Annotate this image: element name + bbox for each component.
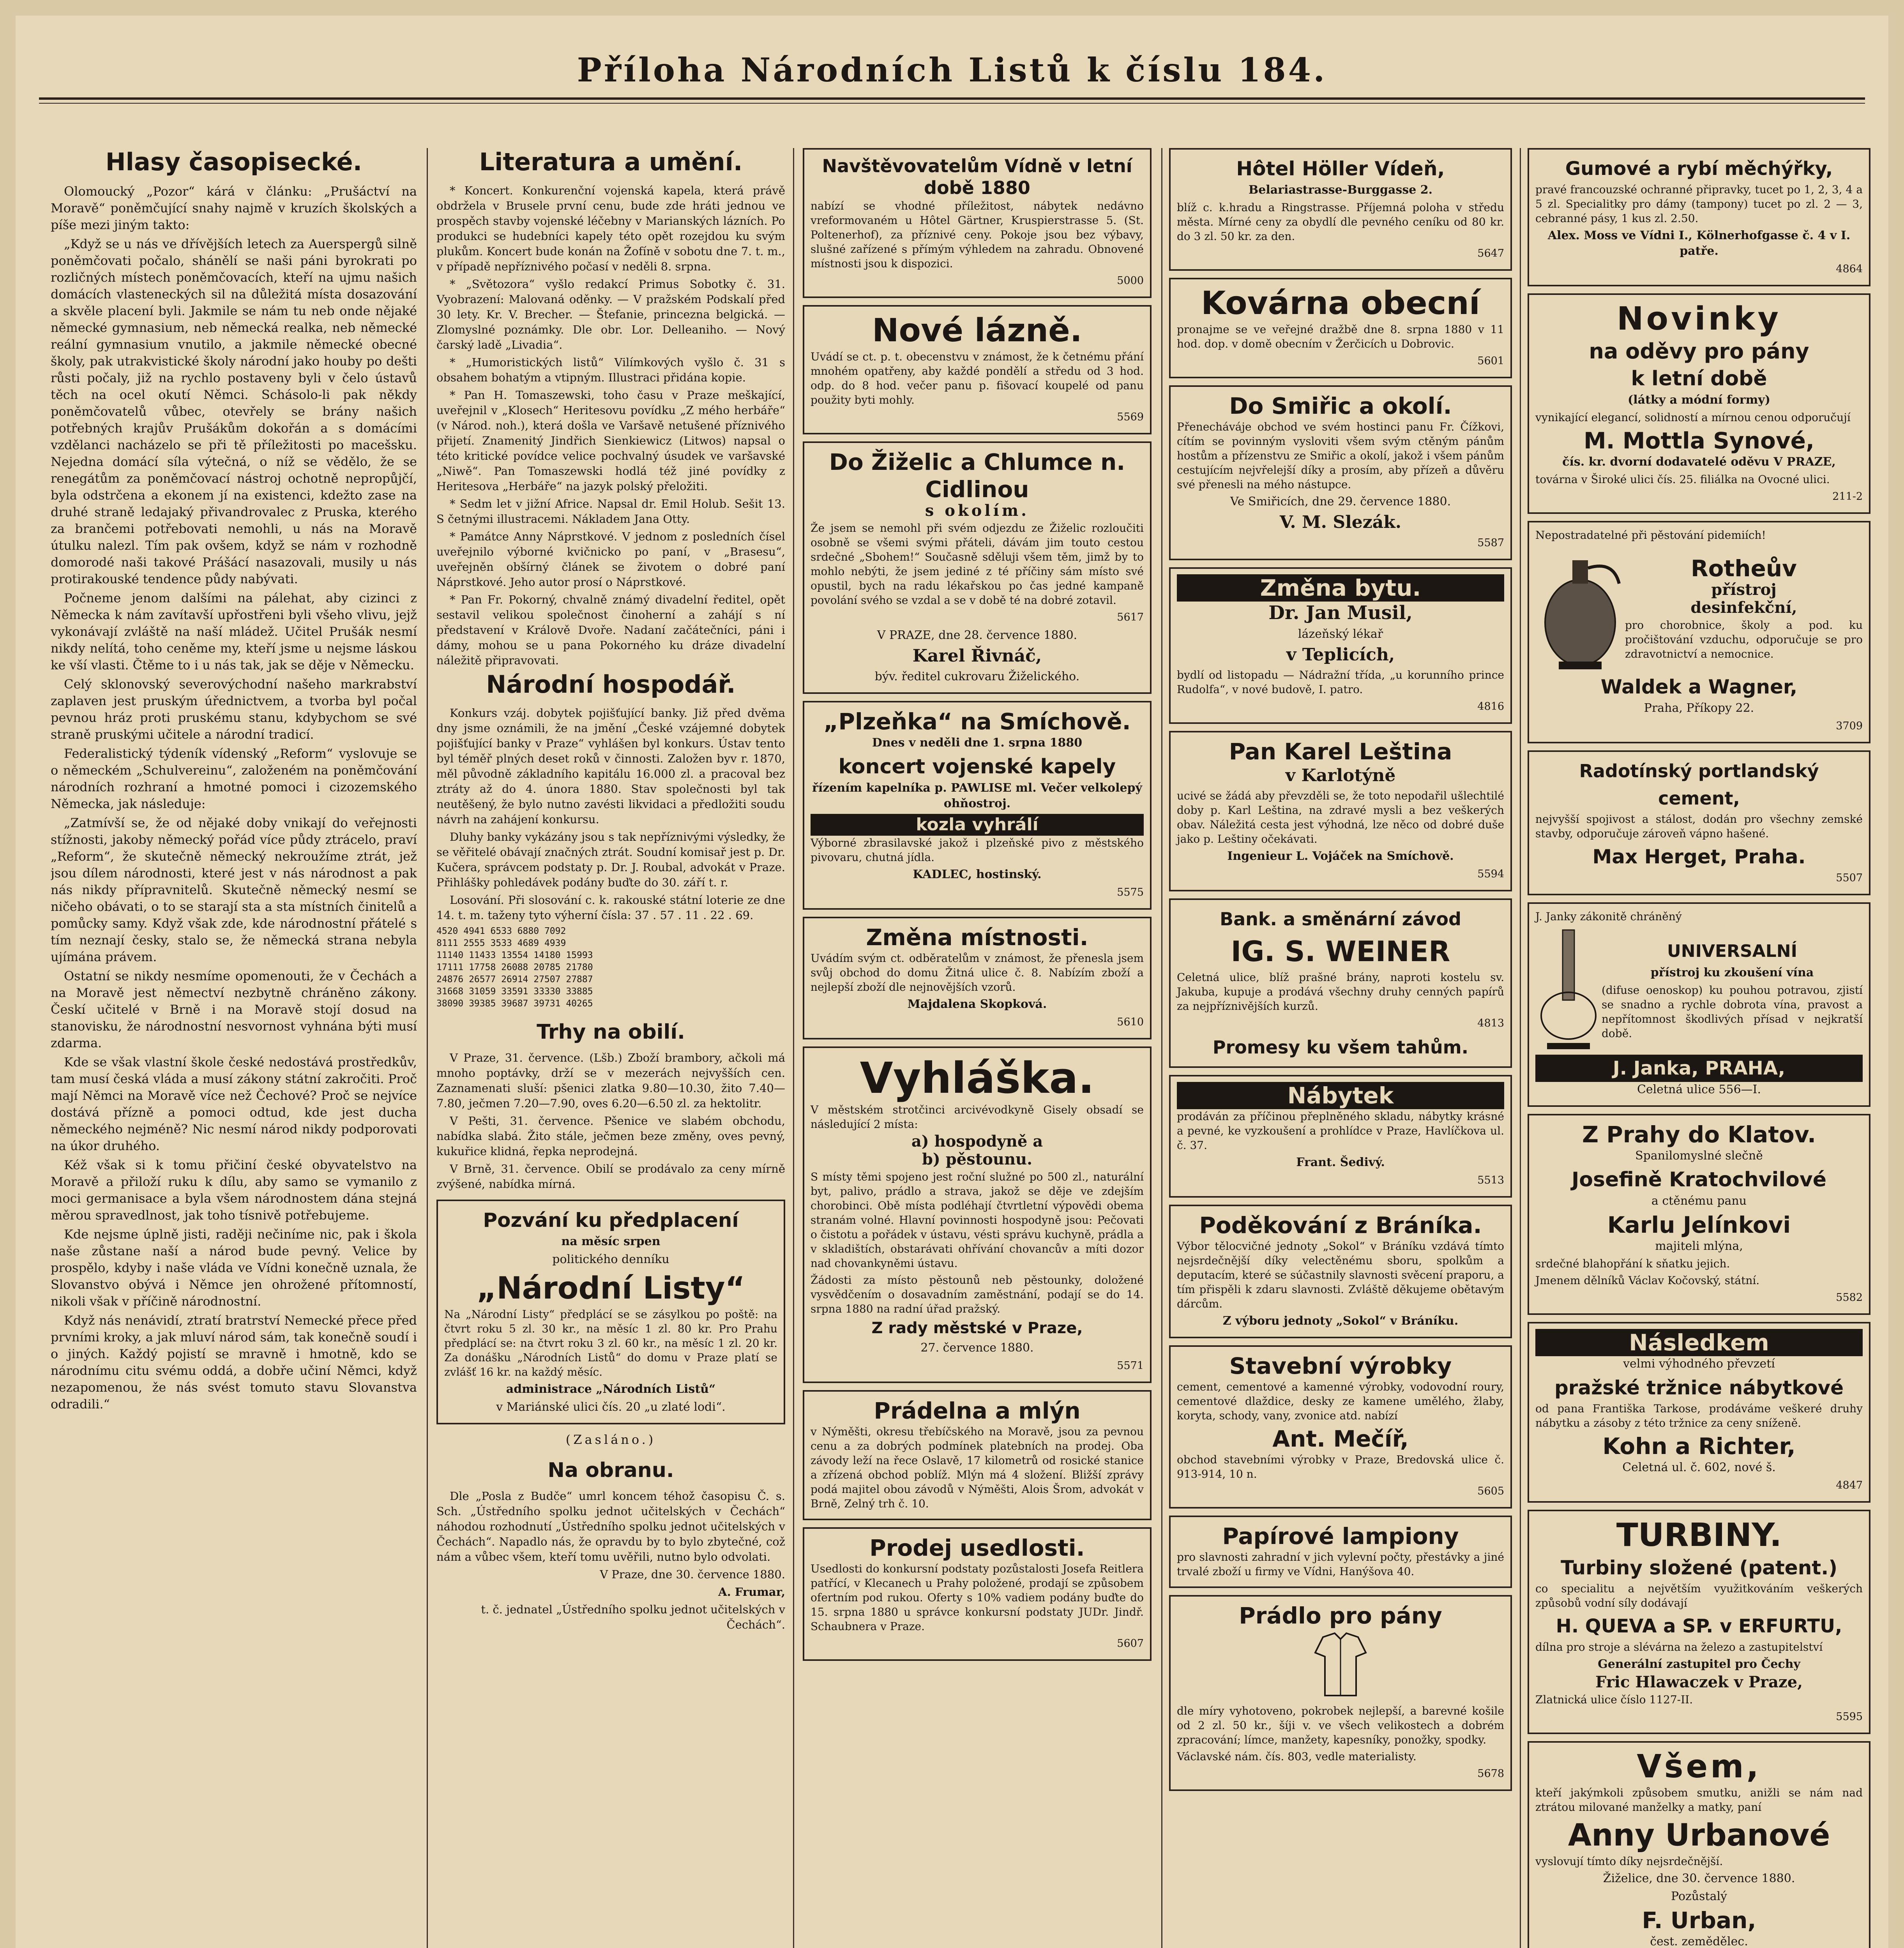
ad-title: Do Smiřic a okolí. [1229, 393, 1452, 419]
article-paragraph: Celý sklonovský severovýchodní našeho markrabství zaplaven jest pruským úřednictvem, a tvorba byl počal pevnou hráz proti pruskému stanu, kdybychom se své straně pruskými učitele a národní tradicí. [51, 677, 417, 742]
section-heading-hlasy: Hlasy časopisecké. [105, 148, 362, 176]
ad-pradlo [1169, 1595, 1512, 1791]
ad-subtitle: Turbiny složené (patent.) [1560, 1556, 1838, 1579]
article-paragraph: „Když se u nás ve dřívějších letech za Auerspergů silně poněmčovati počalo, shánělí se naši páni byrokrati po rozličných místech poněmčovacích, kteří na ujmu našich domácích vlasteneckých sil na důležitá místa dosazování a skvěle placení byli. Jakmile se nám tu neb onde nějaké německé gymnasium, neb německá realka, neb německé reální gymnasium vnutilo, a jakmile německé obecné školy, pak utrakvistické školy národní jako houby po dešti růsti počaly, již na rychlo postaveny byli v čelo ústavů těch na ocel okutí Němci. Schásolo-li pak někdy poněmčovatelů vůbec, otevřely se brány našich potřebných krajův Prušákům dokořán a s domácími vzdělanci nacházelo se při tě příležitosti po macešsku. Nejedna domácí síla výtečná, o níž se vědělo, že se renegátům za poněmčovací nástroj ochotně nepropůjčí, byla odstrčena a ekonem jí na existenci, kdežto zase na druhé straně ledajaký přivandrovalec z Pruska, kterého za brančemi potřebovati nemohli, u nás na Moravě útulku nalezl. Tím pak ovšem, když se nám v rozhodně domorodé naši takové Prášácí nasazovali, musily u nás protirakouské tendence půdy nabývati. [51, 236, 417, 586]
ad-number: 3709 [1836, 720, 1863, 732]
table-row: 31668 31059 33591 33330 33885 [436, 986, 593, 997]
subscription-line: na měsíc srpen [561, 1235, 661, 1248]
article-paragraph: Počneme jenom dalšími na pálehat, aby cizinci z Německa k nám zavítavší upřostřeni byli všeho vlivu, jejž vykonávají zvláště na naší mládež. Učitel Prušák nesmí nikdy nelítá, toho ceněme my, kteří jsme u nejsme láskou ke vší vlasti. Čtěme to i u nás tak, jak se děje v Německu. [51, 591, 417, 672]
ad-note: Výborné zbrasilavské jakož i plzeňské pivo z městského pivovaru, chutná jídla. [811, 836, 1144, 864]
news-item: * Pan Fr. Pokorný, chvalně známý divadelní ředitel, opět sestavil velikou společnost činoherní a zahájí s ní představení v Králově Dvoře. Nadaní začátečníci, páni i dámy, mohou se u pana Pokorného ku dráze divadelní náležitě připravovati. [436, 593, 785, 667]
ad-number: 5610 [1117, 1016, 1144, 1028]
ad-date: V PRAZE, dne 28. července 1880. [877, 628, 1077, 642]
ad-note: (látky a módní formy) [1628, 393, 1770, 407]
ad-title: Navštěvovatelům Vídně v letní době 1880 [822, 155, 1132, 198]
ad-signature: Karel Řivnáč, [912, 646, 1042, 666]
ad-number: 4864 [1836, 263, 1863, 275]
ad-signature: Jmenem dělníků Václav Kočovský, státní. [1535, 1274, 1760, 1287]
ad-signature: Alex. Moss ve Vídni I., Kölnerhofgasse č. 4 v I. patře. [1547, 229, 1851, 258]
disinfection-apparatus-icon [1535, 545, 1625, 673]
ad-firm: M. Mottla Synové, [1583, 427, 1815, 454]
ad-title: Kovárna obecní [1201, 285, 1480, 322]
ad-number: 5601 [1477, 355, 1504, 367]
ad-note: Generální zastupitel pro Čechy [1598, 1657, 1800, 1671]
ad-number: 4813 [1477, 1017, 1504, 1029]
ad-plzenka [803, 701, 1152, 910]
ad-branik [1169, 1205, 1512, 1338]
news-item: V Pešti, 31. července. Pšenice ve slabém obchodu, nabídka slabá. Žito stále, ječmen beze změny, oves pevný, kukuřice klidná, řepka neprodejná. [436, 1114, 785, 1158]
subscription-title: Pozvání ku předplacení [483, 1209, 739, 1232]
ad-number: 5582 [1836, 1292, 1863, 1304]
ad-when: Dnes v neděli dne 1. srpna 1880 [872, 736, 1083, 750]
ad-nasledkem [1528, 1322, 1870, 1503]
ad-date: 27. července 1880. [920, 1341, 1034, 1355]
ad-title: Papírové lampiony [1222, 1523, 1459, 1549]
ad-subtitle: na oděvy pro pány [1589, 339, 1809, 363]
ad-lestina [1169, 731, 1512, 891]
ad-text: ucivé se žádá aby převzděli se, že toto nepodařil ušlechtilé doby p. Karl Leština, na zdravé mysli a bez veškerých obav. Náležitá cesta jest výhodná, lze něco od dobré duše jako p. Leštiny očekávati. [1177, 789, 1504, 845]
ad-number: 5594 [1477, 868, 1504, 880]
ad-text: pro chorobnice, školy a pod. ku pročištování vzduchu, odporučuje se pro zdravotnictví a nemocnice. [1625, 618, 1863, 660]
ad-number: 5617 [1117, 611, 1144, 623]
na-obranu-heading: Na obranu. [548, 1459, 674, 1482]
column-divider [1520, 148, 1521, 1948]
ad-papirove-lampiony [1169, 1516, 1512, 1588]
ad-address: Václavské nám. čís. 803, vedle materialisty. [1177, 1750, 1417, 1763]
subscription-paper-name: „Národní Listy“ [477, 1271, 745, 1306]
ad-text: (difuse oenoskop) ku pouhou potravou, zjistí se snadno a rychle dobrota vína, pravost a nepřítomnost škodlivých přísad v nejkratší době. [1602, 984, 1863, 1040]
signature-name: A. Frumar, [718, 1585, 785, 1599]
ad-text: prodáván za příčinou přeplněného skladu, nábytky krásné a pevné, ke vyzkoušení a prohlídce v Praze, Havlíčkova ul. č. 37. [1177, 1110, 1504, 1152]
ad-stavebni-vyrobky [1169, 1345, 1512, 1509]
ad-title: Změna bytu. [1177, 574, 1504, 602]
ad-signature: Ingenieur L. Vojáček na Smíchově. [1227, 849, 1454, 863]
ad-title: Novinky [1617, 300, 1781, 337]
ad-text: blíž c. k.hradu a Ringstrasse. Příjemná poloha v středu města. Mírné ceny za obydlí dle pevného ceníku od 80 kr. do 3 zl. 50 kr. za den. [1177, 201, 1504, 243]
ad-subtitle: přístroj ku zkoušení vína [1650, 966, 1814, 979]
ad-number: 4816 [1477, 701, 1504, 713]
ad-title: UNIVERSALNÍ [1667, 941, 1797, 961]
ad-text: Výbor tělocvičné jednoty „Sokol“ v Bráníku vzdává tímto nejsrdečnější díky velectěnému sboru, spolkům a deputacím, které se súčastnily slavnosti svěcení praporu, a tím přispěli k zdaru slavnosti. Zvláště děkujeme obětavým dárcům. [1177, 1240, 1504, 1310]
ad-text: Že jsem se nemohl při svém odjezdu ze Žiželic rozloučiti osobně se všemi svými přáteli, dávám jim touto cestou srdečné „Sbohem!“ Současně sděluji všem těm, jimž by to mohlo nebýti, že jsem jediné z té příčiny sám místo své opustil, bych na radu lékařskou po čas jedné kampaně povolání svého se vzdal a se v době té na dobré zotavil. [811, 522, 1144, 607]
ad-number: 5607 [1117, 1637, 1144, 1650]
ad-text: v Nýměšti, okresu třebíčského na Moravě, jsou za pevnou cenu a za dobrých podmínek platebních na prodej. Oba závody leží na řece Oslavě, 17 kilometrů od rosické stanice a zřízená obchod poblíž. Mlýn má 4 složení. Bližší zprávy podá majitel obou závodů v Nýměšti, Alois Šrom, advokát v Brně, Zelný trh č. 10. [811, 1425, 1144, 1510]
article-paragraph: Olomoucký „Pozor“ kárá v článku: „Prušáctví na Moravě“ poněmčující snahy najmě v kruzích školských a píše mezi jiným takto: [51, 184, 417, 232]
ad-nove-lazne [803, 305, 1152, 434]
news-item: V Brně, 31. července. Obilí se prodávalo za ceny mírně zvýšené, nabídka mírná. [436, 1162, 785, 1191]
ad-navstevovatelum [803, 148, 1152, 298]
subscription-admin: administrace „Národních Listů“ [506, 1382, 716, 1396]
ad-footer: Z výboru jednoty „Sokol“ v Bráníku. [1222, 1314, 1459, 1328]
ad-title: Prodej usedlosti. [869, 1535, 1085, 1561]
ad-title: Vyhláška. [860, 1053, 1095, 1103]
signature-date: V Praze, dne 30. července 1880. [600, 1568, 785, 1581]
ad-number: 5605 [1477, 1485, 1504, 1497]
ad-klatovy [1528, 1114, 1870, 1315]
ad-title: Následkem [1535, 1329, 1863, 1356]
ad-banner: kozla vyhrálí [811, 814, 1144, 836]
ad-role: čest. zemědělec. [1650, 1935, 1748, 1948]
section-heading-literatura: Literatura a umění. [479, 148, 743, 176]
subscription-line: politického denníku [552, 1253, 669, 1266]
ad-text: bydlí od listopadu — Nádražní třída, „u korunního prince Rudolfa“, v nové budově, I. patro. [1177, 669, 1504, 696]
ad-title: Všem, [1637, 1748, 1761, 1785]
ad-firm: Ant. Mečíř, [1272, 1426, 1409, 1452]
page-masthead: Příloha Národních Listů k číslu 184. [577, 51, 1327, 89]
ad-role: lázeňský lékař [1298, 627, 1383, 641]
article-paragraph: Kde se však vlastní škole české nedostává prostředkův, tam musí česká vláda a musí zákony státní zakročiti. Proč mají Němci na Moravě více než Čechové? Proč se nejvíce dostává přízně a pomoci odtud, kde jest ducha německého nejméně? Nic nesmí národ nikdy podporovati na úkor druhého. [51, 1055, 417, 1153]
news-item: Losování. Při slosování c. k. rakouské státní loterie ze dne 14. t. m. taženy tyto výherní čísla: 37 . 57 . 11 . 22 . 69. [436, 893, 785, 922]
ad-address: Praha, Příkopy 22. [1644, 701, 1754, 715]
ad-text: od pana Františka Tarkose, prodáváme veškeré druhy nábytku a zásoby z této tržnice za ceny sníženě. [1535, 1402, 1863, 1429]
ad-note: Nepostradatelné při pěstování pidemiích! [1535, 529, 1766, 542]
ad-rothe [1528, 521, 1870, 743]
ad-number: 5647 [1477, 247, 1504, 259]
ad-zizelic [803, 441, 1152, 694]
ad-headline: koncert vojenské kapely [838, 755, 1116, 778]
masthead-rule [39, 97, 1865, 100]
column-2 [436, 148, 785, 1948]
ad-signature: Frant. Šedivý. [1296, 1156, 1385, 1169]
ad-date: Ve Smiřicích, dne 29. července 1880. [1230, 495, 1451, 508]
subscription-address: v Mariánské ulici čís. 20 „u zlaté lodi“. [496, 1400, 726, 1414]
ad-title: Do Žiželic a Chlumce n. Cidlinou [829, 449, 1125, 503]
ad-title: Pan Karel Leština [1229, 738, 1452, 765]
section-heading-trhy: Trhy na obilí. [537, 1020, 685, 1044]
ad-nabytek [1169, 1075, 1512, 1198]
ad-vsem [1528, 1741, 1870, 1948]
column-divider [427, 148, 428, 1948]
ad-role: býv. ředitel cukrovaru Žiželického. [874, 670, 1080, 683]
ad-title: TURBINY. [1616, 1517, 1782, 1554]
news-item: * „Světozora“ vyšlo redakcí Primus Sobotky č. 31. Vyobrazení: Malovaná oděnky. — V pražském Podskalí před 30 lety. Kr. V. Brecher. — Štefanie, princezna belgická. — Zlomyslné poznámky. Dle obr. Lor. Delleaniho. — Nový čarský ladě „Livadia“. [436, 277, 785, 351]
newspaper-page [16, 16, 1888, 1948]
section-heading-hospodar: Národní hospodář. [486, 670, 736, 699]
ad-text: S místy těmi spojeno jest roční služné po 500 zl., naturální byt, palivo, prádlo a strava, jakož se děje ve zdejším chorobinci. Obě místa podléhají čtvrtletní výpovědi obema stranám volné. Hlavní povinnosti hospodyně jsou: Pečovati o čistotu a pořádek v ústavu, vésti správu kuchyně, prádla a v skladištích, obstarávati ohřívání chovancův a míti dozor nad chovankyněmi ústavu. [811, 1170, 1144, 1270]
article-paragraph: Kde nejsme úplně jisti, raději nečiníme nic, pak i škola naše zůstane naší a národ bude pevný. Velice by prospělo, kdyby i naše vláda ve Vídni konečně uznala, že Slovanstvo obývá i Němce jen ohrožené přítomností, nikoli však v příčině národnostní. [51, 1227, 417, 1309]
ad-number: 211-2 [1832, 491, 1863, 503]
ad-text: řízením kapelníka p. PAWLISE ml. Večer velkolepý ohňostroj. [812, 781, 1142, 810]
zaslano-label: (Zasláno.) [565, 1432, 656, 1447]
ad-note: J. Janky zákonitě chráněný [1535, 910, 1682, 923]
column-3 [803, 148, 1152, 1948]
ad-footer: Promesy ku všem tahům. [1212, 1037, 1469, 1058]
news-item: * Koncert. Konkurenční vojenská kapela, která právě obdržela v Brusele první cenu, bude zde hráti jednou ve prospěch stavby vojenské léčebny v Marianských lázních. Po produkci se hudebníci kapely této opět rozejdou ku svým plukům. Koncert bude konán na Žofíně v sobotu dne 7. t. m., v případě nepříznivého počasí v neděli 8. srpna. [436, 184, 785, 273]
ad-number: 5595 [1836, 1711, 1863, 1723]
ad-address: obchod stavebními výrobky v Praze, Bredovská ulice č. 913-914, 10 n. [1177, 1453, 1504, 1480]
ad-gumove [1528, 148, 1870, 286]
ad-subtitle: Spanilomyslné slečně [1635, 1149, 1763, 1163]
ad-title: Poděkování z Bráníka. [1199, 1212, 1482, 1239]
ad-title: Rotheův [1691, 555, 1797, 582]
table-row: 4520 4941 6533 6880 7092 [436, 926, 566, 936]
news-item: * Sedm let v jižní Africe. Napsal dr. Emil Holub. Sešit 13. S četnými illustracemi. Nákladem Jana Otty. [436, 497, 785, 526]
ad-number: 5575 [1117, 886, 1144, 898]
ad-title: Prádlo pro pány [1239, 1602, 1442, 1629]
ad-title: Změna místnosti. [866, 924, 1088, 951]
ad-title: Radotínský portlandský cement, [1579, 760, 1819, 809]
ad-number: 5507 [1836, 872, 1863, 884]
ad-text: Celetná ulice, blíž prašné brány, naproti kostelu sv. Jakuba, kupuje a prodává všechny druhy cenných papírů za nejpříznivějších kurzů. [1177, 971, 1504, 1013]
ad-title: Gumové a rybí měchýřky, [1565, 158, 1833, 180]
column-5 [1528, 148, 1870, 1948]
ad-firm: H. QUEVA a SP. v ERFURTU, [1556, 1615, 1842, 1637]
ad-number: 5678 [1477, 1768, 1504, 1780]
column-1 [51, 148, 417, 1948]
ad-title: Prádelna a mlýn [874, 1397, 1081, 1424]
ad-role: čís. kr. dvorní dodavatelé oděvu V PRAZE, [1562, 455, 1836, 469]
ad-radotinsky-cement [1528, 750, 1870, 895]
ad-text: cement, cementové a kamenné výrobky, vodovodní roury, cementové dlaždice, desky ze kamene umělého, žlaby, koryta, schody, vany, zvonice atd. nabízí [1177, 1380, 1504, 1422]
ad-novinky [1528, 293, 1870, 514]
news-item: * Pan H. Tomaszewski, toho času v Praze meškající, uveřejnil v „Klosech“ Heritesovu povídku „Z mého herbáře“ (v Národ. noh.), která došla ve Varšavě netušené příznivého přijetí. Znamenitý Jindřich Sienkiewicz (Litwos) napsal o této kritické povídce velice pochvalný úsudek ve varšavské „Niwě“. Pan Tomaszewski hodlá též jiné povídky z Heritesova „Herbáře“ na jazyk polský přeložiti. [436, 388, 785, 493]
masthead-rule-thin [39, 103, 1865, 104]
ad-name: Anny Urbanové [1568, 1818, 1830, 1853]
ad-place: v Teplicích, [1286, 645, 1395, 665]
ad-janka [1528, 902, 1870, 1107]
ad-headline: pražské tržnice nábytkové [1554, 1376, 1844, 1399]
ad-list-item: b) pěstounu. [922, 1150, 1033, 1168]
ad-firm: J. Janka, PRAHA, [1535, 1055, 1863, 1082]
ad-number: 5571 [1117, 1360, 1144, 1372]
ad-place: v Karlotýně [1285, 766, 1396, 785]
news-item: Dluhy banky vykázány jsou s tak nepříznivými výsledky, že se věřitelé obávají značných ztrát. Soudní komisař jest p. Dr. Kučera, správcem podstaty p. Dr. J. Roubal, advokát v Praze. Přihlášky pohledávek podány buďte do 30. září t. r. [436, 830, 785, 889]
news-item: * „Humoristických listů“ Vilímkových vyšlo č. 31 s obsahem bohatým a vtipným. Illustraci přidána kopie. [436, 356, 785, 384]
ad-text: co specialitu a největším využitkováním veškerých způsobů vodní síly dodávají [1535, 1582, 1863, 1609]
subscription-notice [436, 1200, 785, 1424]
table-row: 8111 2555 3533 4689 4939 [436, 938, 566, 948]
ad-title: „Plzeňka“ na Smíchově. [823, 708, 1131, 735]
ad-title: Z Prahy do Klatov. [1582, 1121, 1816, 1148]
ad-number: 5569 [1117, 411, 1144, 423]
ad-text: a ctěnému panu [1651, 1194, 1747, 1208]
ad-text: vynikající elegancí, solidností a mírnou cenou odporučují [1535, 411, 1851, 424]
ad-vyhlaska [803, 1046, 1152, 1383]
shirt-icon [1311, 1629, 1370, 1699]
ad-title: Nábytek [1177, 1082, 1504, 1109]
ad-text: velmi výhodného převzetí [1623, 1357, 1775, 1371]
table-row: 11140 11433 13554 14180 15993 [436, 950, 593, 960]
column-4 [1169, 148, 1512, 1948]
ad-subtitle: desinfekční, [1690, 598, 1797, 617]
ad-text: Uvádí se ct. p. t. obecenstvu v známost, že k četnému přání mnohém opatřeny, aby každé pondělí a středu od 3 hod. odp. do 8 hod. večer panu p. fišovací koupelé od panu použity byti mohly. [811, 350, 1144, 406]
news-item: V Praze, 31. července. (Lšb.) Zboží brambory, ačkoli má mnoho poptávky, drží se v mezerách nejvyšších cen. Zaznamenati sluší: pšenici zlatka 9.80—10.30, žito 7.40—7.80, ječmen 7.20—7.90, oves 6.20—6.50 zl. za hektolitr. [436, 1051, 785, 1110]
ad-title: Nové lázně. [872, 312, 1082, 349]
ad-text: dle míry vyhotoveno, pokrobek nejlepší, a barevné košile od 2 zl. 50 kr., šíji v. ve všech velikostech a dobrém zpracování; límce, manžety, kapesníky, ponožky, spodky. [1177, 1704, 1504, 1746]
ad-date: Žiželice, dne 30. července 1880. [1603, 1872, 1795, 1885]
ad-text: dílna pro stroje a slévárna na železo a zastupitelství [1535, 1641, 1823, 1653]
ad-text: Přenecháváje obchod ve svém hostinci panu Fr. Čížkovi, cítím se povinným vysloviti všem svým ctěným pánům hostům a přízenstvu ze Smiřic a okolí, jakož i všem pánům cestujícím nejvřelejší díky a prosím, aby přízeň a důvěru své přenesli na mého nástupce. [1177, 420, 1504, 491]
ad-text: nejvyšší spojivost a stálost, dodán pro všechny zemské stavby, odporučuje zároveň vápno hašené. [1535, 813, 1863, 840]
ad-text: nabízí se vhodné příležitost, nábytek nedávno vreformovaném u Hôtel Gärtner, Kruspierstrasse 5. (St. Poltenerhof), za příznivé ceny. Pokoje jsou bez výbavy, slušné zařízené s přímým výhledem na zahradu. Obnovené místnosti jsou k dispozici. [811, 199, 1144, 270]
ad-text: pronajme se ve veřejné dražbě dne 8. srpna 1880 v 11 hod. dop. v domě obecním v Žerčicích u Dobrovic. [1177, 323, 1504, 350]
wine-tester-icon [1535, 926, 1602, 1055]
ad-agent: Fric Hlawaczek v Praze, [1595, 1673, 1803, 1691]
lottery-numbers-table [436, 925, 785, 1010]
ad-text: kteří jakýmkoli způsobem smutku, anižli se nám nad ztrátou milované manželky a matky, paní [1535, 1786, 1863, 1814]
signature-role: t. č. jednatel „Ústředního spolku jednot učitelských v Čechách“. [481, 1603, 785, 1631]
article-paragraph: Kéž však si k tomu přičiní české obyvatelstvo na Moravě a přiloží ruku k dílu, aby samo se vymanilo z moci germanisace a byla všem národnostem dána stejná měrou spravedlnost, jak toho tísnivě potřebujeme. [51, 1158, 417, 1223]
table-row: 38090 39385 39687 39731 40265 [436, 999, 593, 1009]
ad-text: pravé francouzské ochranné připravky, tucet po 1, 2, 3, 4 a 5 zl. Specialitky pro dámy (tampony) tucet po zl. 2 — 3, cebranné pásy, 1 kus zl. 2.50. [1535, 183, 1863, 225]
ad-season: k letní době [1631, 367, 1767, 390]
ad-name: Karlu Jelínkovi [1607, 1212, 1791, 1238]
ad-text: Pozůstalý [1671, 1890, 1727, 1903]
ad-text: V městském strotčinci arcivévodkyně Gisely obsadí se následující 2 místa: [811, 1103, 1144, 1131]
table-row: 17111 17758 26088 20785 21780 [436, 962, 593, 972]
ad-signature: V. M. Slezák. [1279, 512, 1402, 532]
ad-banka-weiner [1169, 898, 1512, 1068]
ad-subtitle: s okolím. [925, 501, 1030, 520]
ad-hotel-holler [1169, 148, 1512, 271]
ad-title: Hôtel Höller Vídeň, [1236, 157, 1445, 180]
ad-smiric [1169, 385, 1512, 560]
ad-kovarna [1169, 278, 1512, 378]
ad-address: Zlatnická ulice číslo 1127-II. [1535, 1693, 1693, 1706]
ad-turbiny [1528, 1510, 1870, 1734]
ad-list-item: a) hospodyně a [911, 1132, 1043, 1150]
column-divider [1161, 148, 1162, 1948]
ad-firm: Max Herget, Praha. [1592, 845, 1806, 868]
ad-number: 5513 [1477, 1174, 1504, 1186]
ad-text: vyslovují tímto díky nejsrdečnější. [1535, 1855, 1723, 1868]
ad-address: Celetná ulice 556—I. [1637, 1083, 1761, 1096]
ad-address: továrna v Široké ulici čís. 25. filiálka na Ovocné ulici. [1535, 473, 1830, 486]
ad-address: Celetná ul. č. 602, nové š. [1622, 1461, 1776, 1474]
ad-number: 5587 [1477, 537, 1504, 549]
ad-title: Stavební výrobky [1229, 1353, 1452, 1379]
article-paragraph: Když nás nenávidí, ztratí bratrství Nemecké přece před prvními kroky, a jak mluví národ sám, tak konečně soudí i o jiných. Každý pojistí se mravně i hmotně, kdo se národnímu citu svému oddá, a dobře učiní Němci, když nezapomenou, že nás svést tomuto stavu Slovanstva odradili.“ [51, 1313, 417, 1412]
ad-zmena-mistnosti [803, 917, 1152, 1039]
ad-text: Usedlosti do konkursní podstaty pozůstalosti Josefa Reitlera patřící, v Klecanech u Prahy položené, prodají se způsobem ofertním pod rukou. Oferty s 10% vadiem podány buďte do 15. srpna 1880 u správce konkursní podstaty JUDr. Jindř. Schaubnera v Praze. [811, 1562, 1144, 1633]
ad-title: Bank. a směnární závod [1220, 909, 1461, 930]
table-row: 24876 26577 26914 27507 27887 [436, 974, 593, 985]
column-divider [793, 148, 794, 1948]
ad-pradelna [803, 1390, 1152, 1520]
ad-name: Josefině Kratochvilové [1571, 1168, 1827, 1191]
ad-doctor: Dr. Jan Musil, [1268, 602, 1413, 624]
ad-firm: Waldek a Wagner, [1600, 676, 1798, 698]
ad-firm: IG. S. WEINER [1231, 935, 1450, 968]
ad-text: pro slavnosti zahradní v jich vylevní počty, přestávky a jiné trvalé zboží u firmy ve Vídni, Hanýšova 40. [1177, 1551, 1504, 1578]
ad-date: Z rady městské v Praze, [871, 1319, 1083, 1337]
ad-text: srdečné blahopřání k sňatku jejich. [1535, 1257, 1730, 1270]
ad-signature: Majdalena Skopková. [907, 997, 1047, 1011]
ad-text: Uvádím svým ct. odběratelům v známost, že přenesla jsem svůj obchod do domu Žitná ulice č. 8. Nabízím zboží a nejlepší zboží dle nejnovějších vzorů. [811, 952, 1144, 993]
article-paragraph: Federalistický týdeník vídenský „Reform“ vyslovuje se o německém „Schulvereinu“, založeném na poněmčování národních rozhraní a hmotné pomoci i cizozemského Německa, jak následuje: [51, 746, 417, 811]
news-item: Konkurs vzáj. dobytek pojišťující banky. Již před dvěma dny jsme oznámili, že na jmění „České vzájemné dobytek pojišťující banky v Praze“ vyhlášen byl konkurs. Ústav tento byl téměř plných deset roků v činnosti. Založen byv r. 1870, měl původně základního kapitálu 16.000 zl. a pracoval bez ztráty až do 4. února 1880. Stav společnosti byl tak neutěšený, že bylo nutno zavésti likvidaci a předložiti soudu návrh na zahájení konkursu. [436, 706, 785, 826]
ad-subtitle: přístroj [1711, 580, 1777, 599]
ad-firm: Kohn a Richter, [1602, 1433, 1796, 1459]
ad-address: Belariastrasse-Burggasse 2. [1248, 183, 1433, 197]
ad-prodej-usedlosti [803, 1527, 1152, 1661]
article-paragraph: Ostatní se nikdy nesmíme opomenouti, že v Čechách a na Moravě jest němectví nezbytně chráněno zákony. Českí učitelé v Brně i na Moravě stojí dosud na stanovisku, že národnostní nesvornost vyhnána býti musí zdarma. [51, 969, 417, 1050]
ad-number: 4847 [1836, 1479, 1863, 1491]
article-paragraph: „Zatmívší se, že od nějaké doby vnikají do veřejnosti stížnosti, jakoby německý pořád více půdy ztrácelo, praví „Reform“, že skutečně německý nekroužíme ztrát, jež jsou dílem národnosti, které jest v nás národnost a pak nás nikdy přípravnitelů. Skutečně německý nesmí se ničeho obávati, o to se starají sta a sta místních činitelů a pomůcky samy. Když však zde, kde národnostní přátelé s tím neznají česky, stalo se, že německá strana nebyla ujímána právem. [51, 815, 417, 964]
ad-signature: F. Urban, [1642, 1907, 1756, 1934]
subscription-body: Na „Národní Listy“ předplácí se se zásylkou po poště: na čtvrt roku 5 zl. 30 kr., na měsíc 1 zl. 80 kr. Pro Prahu předplácí se: na čtvrt roku 3 zl. 60 kr., na měsíc 1 zl. 20 kr. Za donášku „Národních Listů“ do domu v Praze platí se zvlášť 16 kr. na každý měsíc. [444, 1308, 777, 1378]
ad-signature: KADLEC, hostinský. [913, 868, 1042, 881]
news-item: * Památce Anny Náprstkové. V jednom z posledních čísel uveřejnilo výborné kvičnicko po paní, v „Brasesu“, uveřejněn obšírný článek se životem o dobré paní Náprstkové. Jeho autor prosí o Náprstkové. [436, 530, 785, 589]
na-obranu-text: Dle „Posla z Budče“ umrl koncem téhož časopisu Č. s. Sch. „Ústředního spolku jednot učitelských v Čechách“ náhodou rozhodnutí „Ústředního spolku jednot učitelských v Čechách“. Napadlo nás, že opravdu by to bylo zbytečné, což nám a vůbec všem, kteří tomu uvěřili, nutno bylo odvolati. [436, 1489, 785, 1563]
ad-text: Žádosti za místo pěstounů neb pěstounky, doložené vysvědčením o dosavadním zaměstnání, podají se do 14. srpna 1880 na radní úřad pražský. [811, 1274, 1144, 1315]
ad-role: majiteli mlýna, [1655, 1239, 1743, 1253]
ad-zmena-bytu [1169, 567, 1512, 724]
ad-number: 5000 [1117, 275, 1144, 287]
